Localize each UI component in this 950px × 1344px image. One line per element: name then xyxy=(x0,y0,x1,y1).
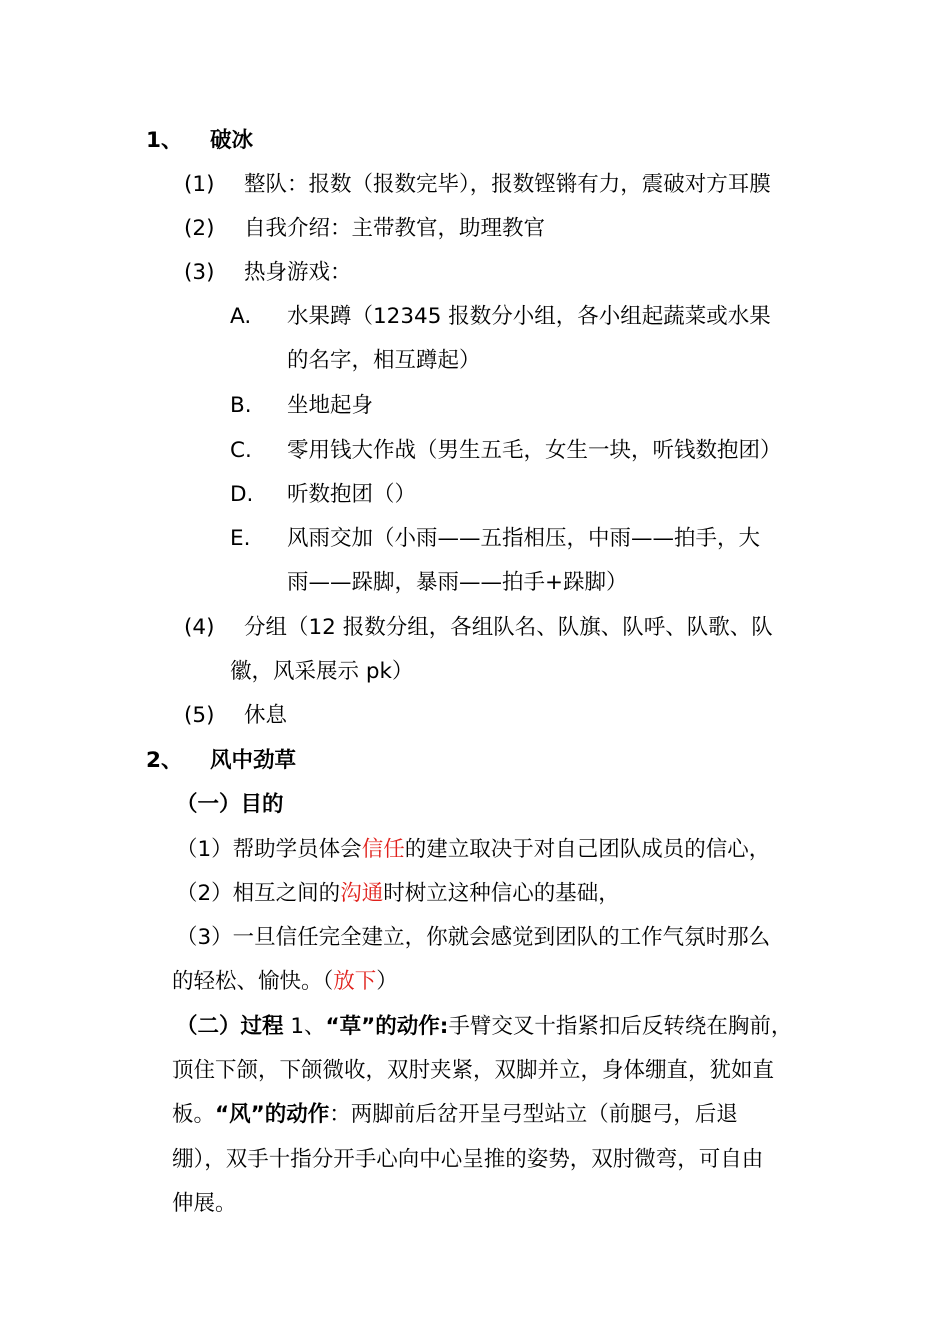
purpose-point-2-pre: （2）相互之间的 xyxy=(176,881,341,906)
purpose-point-3-keyword: 放下 xyxy=(333,969,377,994)
item-1-number: (1) xyxy=(184,172,215,197)
game-b-letter: B. xyxy=(230,393,252,418)
process-line-5: 伸展。 xyxy=(172,1191,237,1216)
process-line-2: 顶住下颌，下颌微收，双肘夹紧，双脚并立，身体绷直，犹如直 xyxy=(172,1058,775,1083)
process-step-number: 1、 xyxy=(283,1014,326,1039)
purpose-point-1 xyxy=(176,835,770,865)
game-b-line-1: 坐地起身 xyxy=(287,393,374,418)
purpose-point-3-line-2 xyxy=(172,967,398,997)
purpose-point-2-keyword: 沟通 xyxy=(340,881,384,906)
purpose-point-2-post: 时树立这种信心的基础， xyxy=(383,881,620,906)
item-5-number: (5) xyxy=(184,703,215,728)
game-c-letter: C. xyxy=(230,438,252,463)
item-2-text: 自我介绍：主带教官，助理教官 xyxy=(244,216,546,241)
grass-action-label: “草”的动作: xyxy=(325,1014,449,1039)
process-line-4: 绷），双手十指分开手心向中心呈推的姿势，双肘微弯，可自由 xyxy=(172,1147,764,1172)
purpose-point-2 xyxy=(176,879,620,909)
game-e-line-2: 雨——跺脚，暴雨——拍手+跺脚） xyxy=(287,570,628,595)
section-2-number: 2、 xyxy=(146,748,183,773)
process-line-1 xyxy=(176,1012,792,1042)
grass-action-text: 手臂交叉十指紧扣后反转绕在胸前， xyxy=(448,1014,793,1039)
game-d-line-1: 听数抱团（） xyxy=(287,482,417,507)
purpose-point-1-pre: （1）帮助学员体会 xyxy=(176,837,362,862)
item-5-text: 休息 xyxy=(244,703,288,728)
item-3-text: 热身游戏： xyxy=(244,260,352,285)
purpose-point-1-post: 的建立取决于对自己团队成员的信心， xyxy=(404,837,771,862)
section-1-number: 1、 xyxy=(146,128,183,153)
process-line-3 xyxy=(172,1100,738,1130)
process-line-3-post: ：两脚前后岔开呈弓型站立（前腿弓，后退 xyxy=(329,1102,738,1127)
game-e-line-1: 风雨交加（小雨——五指相压，中雨——拍手，大 xyxy=(287,526,761,551)
game-a-line-1: 水果蹲（12345 报数分小组，各小组起蔬菜或水果 xyxy=(287,304,771,329)
section-1-title: 破冰 xyxy=(210,128,254,153)
purpose-point-3-line-1: （3）一旦信任完全建立，你就会感觉到团队的工作气氛时那么 xyxy=(176,925,771,950)
game-a-line-2: 的名字，相互蹲起） xyxy=(287,348,481,373)
wind-action-label: “风”的动作 xyxy=(215,1102,330,1127)
item-4-line-1: 分组（12 报数分组，各组队名、队旗、队呼、队歌、队 xyxy=(244,615,773,640)
item-3-number: (3) xyxy=(184,260,215,285)
purpose-point-1-keyword: 信任 xyxy=(361,837,405,862)
item-1-text: 整队：报数（报数完毕），报数铿锵有力，震破对方耳膜 xyxy=(244,172,771,197)
purpose-point-3-pre: 的轻松、愉快。（ xyxy=(172,969,334,994)
item-4-line-2: 徽，风采展示 pk） xyxy=(230,659,414,684)
purpose-point-3-post: ） xyxy=(376,969,398,994)
item-2-number: (2) xyxy=(184,216,215,241)
purpose-heading: （一）目的 xyxy=(176,792,284,817)
game-c-line-1: 零用钱大作战（男生五毛，女生一块，听钱数抱团） xyxy=(287,438,782,463)
section-2-title: 风中劲草 xyxy=(210,748,297,773)
game-a-letter: A. xyxy=(230,304,252,329)
game-e-letter: E. xyxy=(230,526,251,551)
process-line-3-pre: 板。 xyxy=(172,1102,216,1127)
process-heading: （二）过程 xyxy=(176,1014,284,1039)
item-4-number: (4) xyxy=(184,615,215,640)
game-d-letter: D. xyxy=(230,482,254,507)
